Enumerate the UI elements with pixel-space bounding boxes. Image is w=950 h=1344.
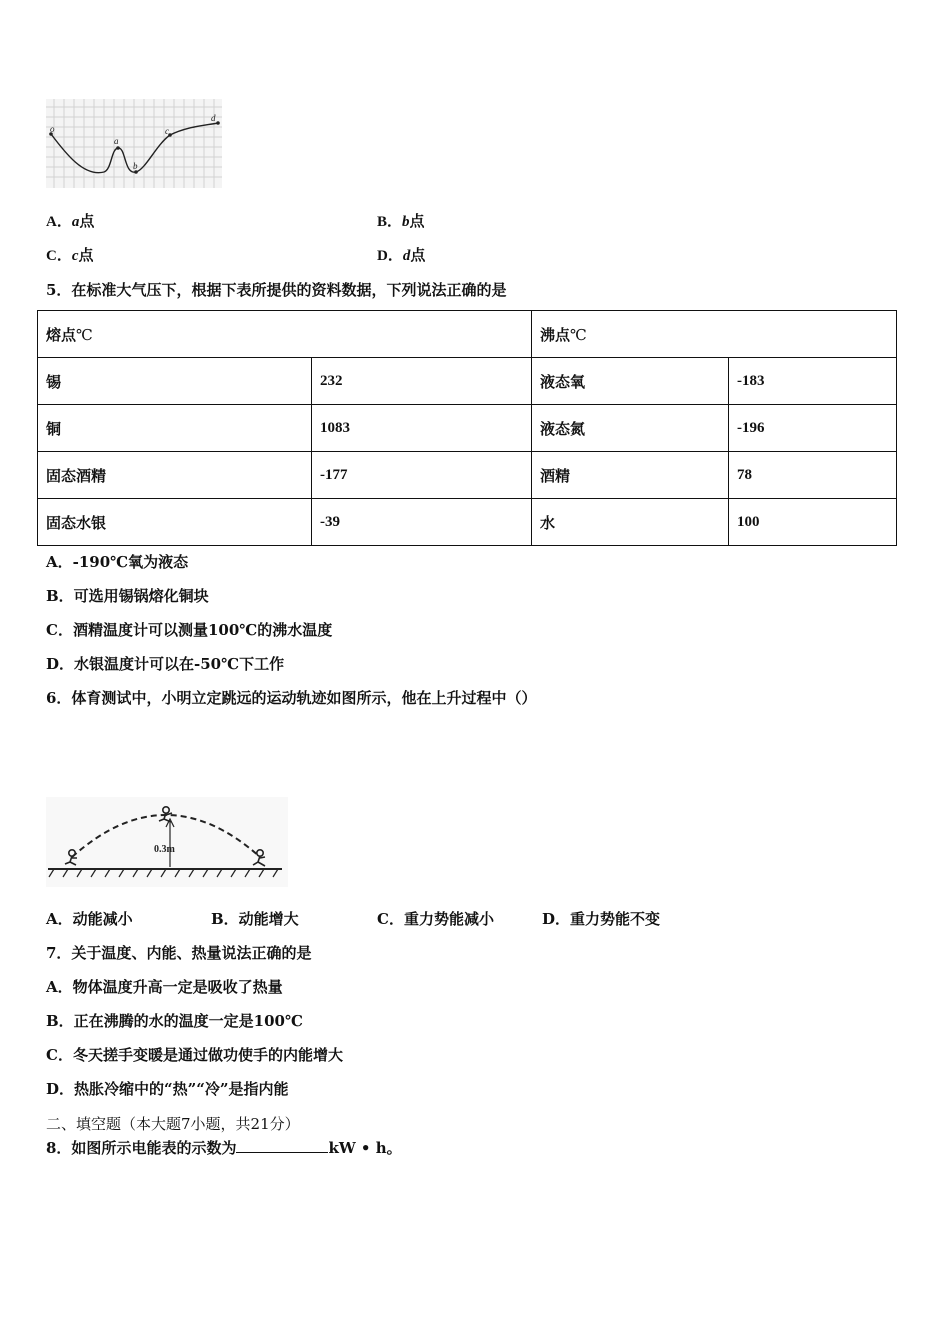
table-header-row — [38, 311, 897, 358]
table-cell: -177 — [312, 452, 532, 499]
q7-option-a: A．物体温度升高一定是吸收了热量 — [46, 978, 283, 996]
q8-stem: 8．如图所示电能表的示数为 kW • h。 — [46, 1139, 402, 1157]
q5-stem: 5．在标准大气压下，根据下表所提供的资料数据，下列说法正确的是 — [46, 281, 507, 299]
q4-label-b: b — [133, 161, 138, 171]
q5-option-a: A．-190℃氧为液态 — [46, 553, 189, 571]
table-cell: -39 — [312, 499, 532, 546]
table-cell: 1083 — [312, 405, 532, 452]
q7-option-c: C．冬天搓手变暖是通过做功使手的内能增大 — [46, 1046, 343, 1064]
q5-option-c: C．酒精温度计可以测量100℃的沸水温度 — [46, 621, 333, 639]
q4-figure — [46, 99, 222, 188]
q5-option-b: B．可选用锡锅熔化铜块 — [46, 587, 209, 605]
q4-option-a: A．a点 — [46, 212, 95, 230]
q6-height-label: 0.3m — [154, 844, 175, 855]
table-cell: 铜 — [38, 405, 312, 452]
table-cell: 78 — [729, 452, 897, 499]
table-row — [38, 499, 897, 546]
q4-label-c: c — [165, 126, 169, 136]
q6-option-a: A．动能减小 — [46, 910, 133, 928]
table-cell: 固态酒精 — [38, 452, 312, 499]
q6-figure — [46, 797, 288, 887]
table-cell: 液态氧 — [532, 358, 729, 405]
q4-curve-graph — [46, 99, 222, 188]
table-row — [38, 405, 897, 452]
q4-label-o: o — [50, 124, 55, 134]
q5-data-table — [37, 310, 897, 546]
table-cell: 液态氮 — [532, 405, 729, 452]
q4-label-d: d — [211, 113, 216, 123]
q6-option-c: C．重力势能减小 — [377, 910, 494, 928]
table-cell: 酒精 — [532, 452, 729, 499]
q4-label-a: a — [114, 136, 119, 146]
table-cell: 水 — [532, 499, 729, 546]
q7-option-d: D．热胀冷缩中的“热”“冷”是指内能 — [46, 1080, 289, 1098]
q4-option-b: B．b点 — [377, 212, 425, 230]
section-title: 二、填空题（本大题7小题，共21分） — [46, 1115, 300, 1133]
table-cell: 锡 — [38, 358, 312, 405]
q6-option-d: D．重力势能不变 — [542, 910, 661, 928]
table-row — [38, 358, 897, 405]
q7-option-b: B．正在沸腾的水的温度一定是100℃ — [46, 1012, 303, 1030]
header-boiling-point: 沸点℃ — [532, 311, 897, 358]
q5-option-d: D．水银温度计可以在-50℃下工作 — [46, 655, 285, 673]
table-row — [38, 452, 897, 499]
q8-answer-blank[interactable] — [236, 1138, 328, 1153]
q7-stem: 7．关于温度、内能、热量说法正确的是 — [46, 944, 312, 962]
table-cell: 100 — [729, 499, 897, 546]
q6-jump-trajectory — [46, 797, 288, 887]
q4-option-c: C．c点 — [46, 246, 94, 264]
q4-option-d: D．d点 — [377, 246, 426, 264]
table-cell: 232 — [312, 358, 532, 405]
table-cell: -183 — [729, 358, 897, 405]
q6-option-b: B．动能增大 — [211, 910, 299, 928]
table-cell: 固态水银 — [38, 499, 312, 546]
q6-stem: 6．体育测试中，小明立定跳远的运动轨迹如图所示，他在上升过程中（） — [46, 689, 537, 707]
header-melting-point: 熔点℃ — [38, 311, 532, 358]
table-cell: -196 — [729, 405, 897, 452]
